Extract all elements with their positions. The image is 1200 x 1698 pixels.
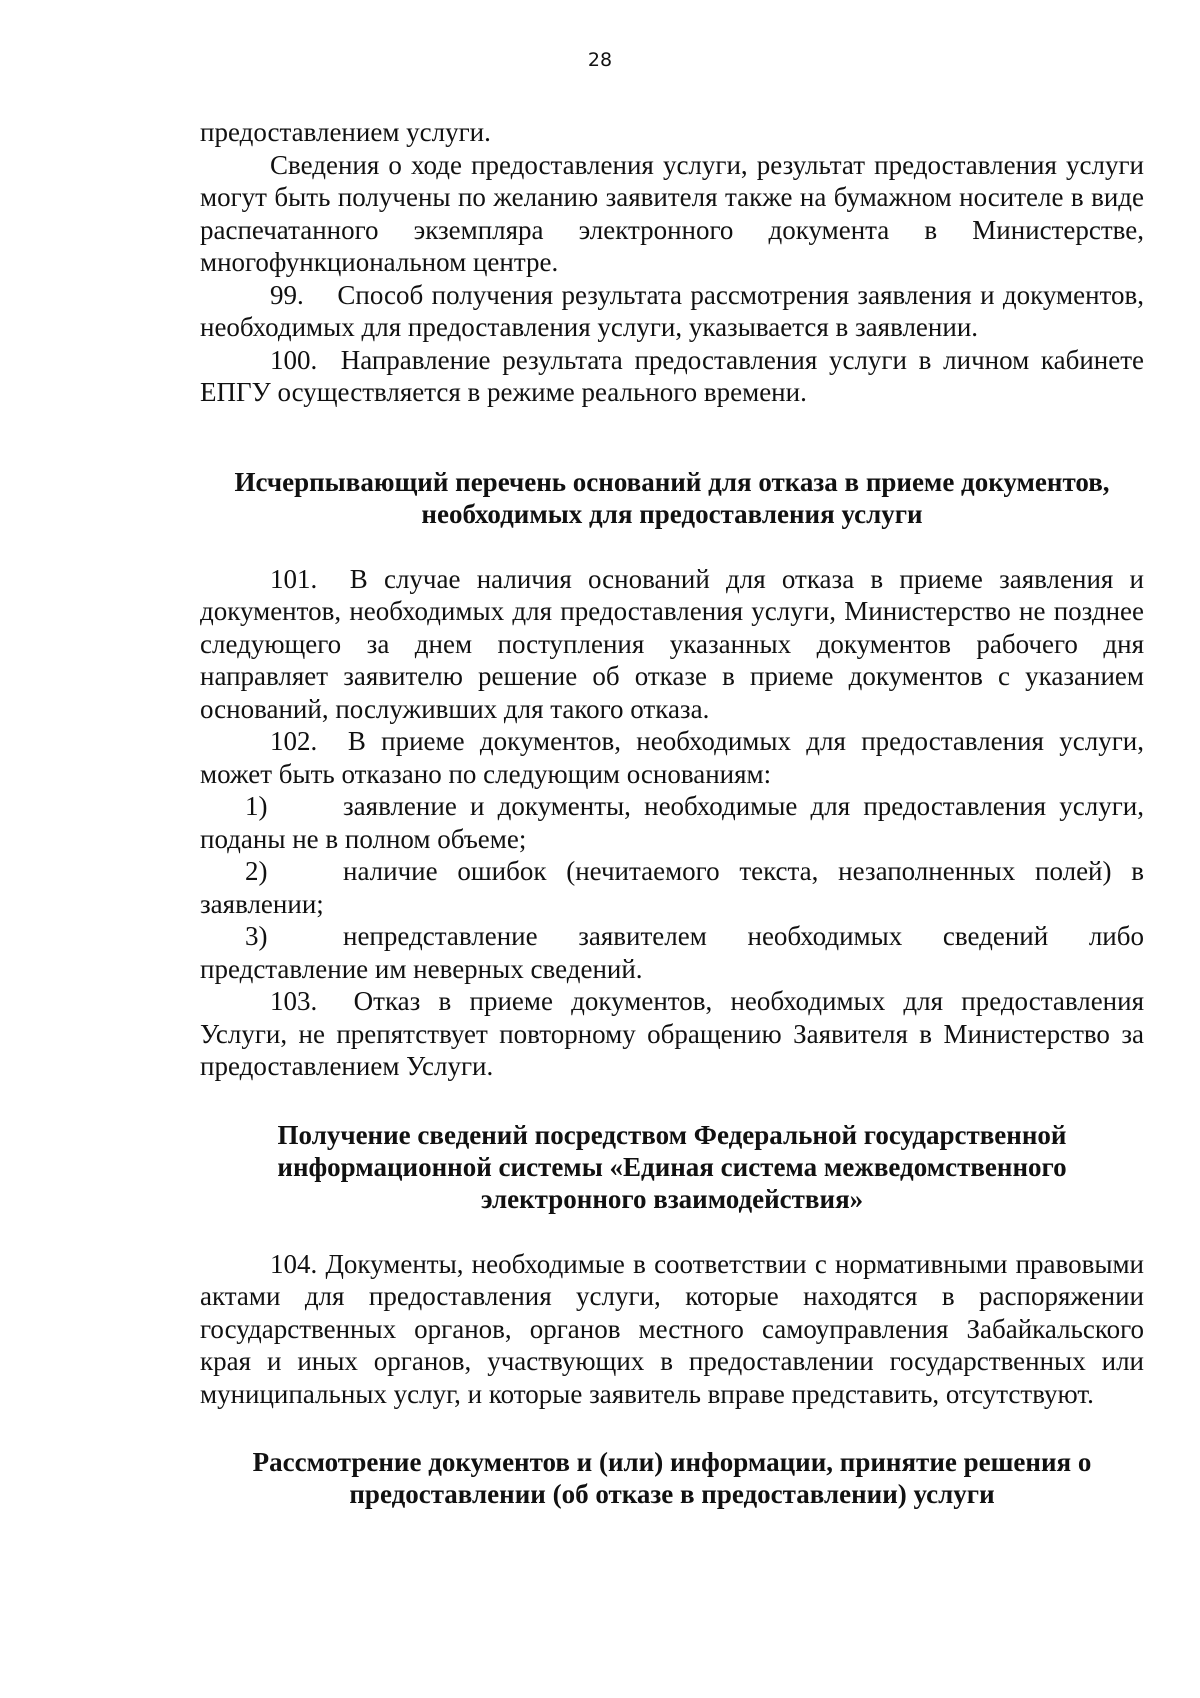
paragraph-text: Направление результата предоставления услуги в личном кабинете ЕПГУ осуществляется в режиме реального времени. [200, 344, 1145, 407]
paragraph-text: В приеме документов, необходимых для предоставления услуги, может быть отказано по следующим основаниям: [200, 726, 1145, 789]
paragraph-99 [200, 279, 1144, 344]
heading-line: Исчерпывающий перечень оснований для отказа в приеме документов, [234, 466, 1110, 497]
heading-line: информационной системы «Единая система межведомственного [277, 1151, 1067, 1182]
paragraph-info-paper: Сведения о ходе предоставления услуги, результат предоставления услуги могут быть получены по желанию заявителя также на бумажном носителе в виде распечатанного экземпляра электронного документа в Министерстве, многофункциональном центре. [200, 149, 1144, 277]
list-item [200, 920, 1144, 985]
list-item [200, 855, 1144, 920]
paragraph-number: 103. [270, 986, 318, 1016]
paragraph-text: Способ получения результата рассмотрения заявления и документов, необходимых для предоставления услуги, указывается в заявлении. [200, 279, 1144, 342]
heading-line: электронного взаимодействия» [480, 1183, 864, 1214]
section-heading-review [200, 1446, 1144, 1510]
heading-line: предоставлении (об отказе в предоставлении) услуги [349, 1479, 995, 1509]
list-item-text: наличие ошибок (нечитаемого текста, незаполненных полей) в заявлении; [200, 856, 1144, 919]
section-smev-body [200, 1248, 1144, 1411]
paragraph-text: В случае наличия оснований для отказа в приеме заявления и документов, необходимых для предоставления услуги, Министерство не позднее следующего за днем поступления указанных документов рабочего дня направляет заявителю решение об отказе в приеме документов с указанием оснований, послуживших для такого отказа. [200, 563, 1144, 724]
section-refusal-body [200, 563, 1144, 1083]
paragraph-text: Отказ в приеме документов, необходимых для предоставления Услуги, не препятствует повторному обращению Заявителя в Министерство за предоставлением Услуги. [200, 986, 1144, 1081]
paragraph-104 [200, 1248, 1144, 1411]
paragraph-number: 101. [270, 563, 318, 594]
paragraph-101 [200, 563, 1144, 726]
page-number: 28 [587, 49, 613, 71]
list-item-text: заявление и документы, необходимые для предоставления услуги, поданы не в полном объеме; [200, 791, 1144, 854]
list-item-number: 3) [245, 921, 268, 951]
heading-line: Рассмотрение документов и (или) информации, принятие решения о [252, 1447, 1092, 1477]
paragraph-continuation: предоставлением услуги. [200, 117, 491, 147]
list-item [200, 790, 1144, 855]
paragraph-number: 102. [270, 726, 318, 756]
paragraph-number: 104. [270, 1248, 318, 1279]
list-item-number: 1) [245, 791, 268, 821]
section-heading-refusal [200, 466, 1144, 530]
paragraph-text: Документы, необходимые в соответствии с нормативными правовыми актами для предоставления услуги, которые находятся в распоряжении государственных органов, органов местного самоуправления Забайкальского края и иных органов, участвующих в предоставлении государственных или муниципальных услуг, и которые заявитель вправе представить, отсутствуют. [200, 1248, 1145, 1409]
paragraph-number: 99. [270, 279, 304, 310]
paragraph-100 [200, 344, 1144, 409]
heading-line: Получение сведений посредством Федеральной государственной [277, 1119, 1067, 1150]
heading-line: необходимых для предоставления услуги [421, 498, 923, 529]
list-item-text: непредставление заявителем необходимых сведений либо представление им неверных сведений. [200, 921, 1144, 984]
section-heading-smev [200, 1119, 1144, 1215]
paragraph-number: 100. [270, 344, 318, 375]
paragraph-103 [200, 985, 1144, 1083]
paragraph-102 [200, 725, 1144, 790]
document-body [200, 116, 1144, 1510]
list-item-number: 2) [245, 856, 268, 886]
